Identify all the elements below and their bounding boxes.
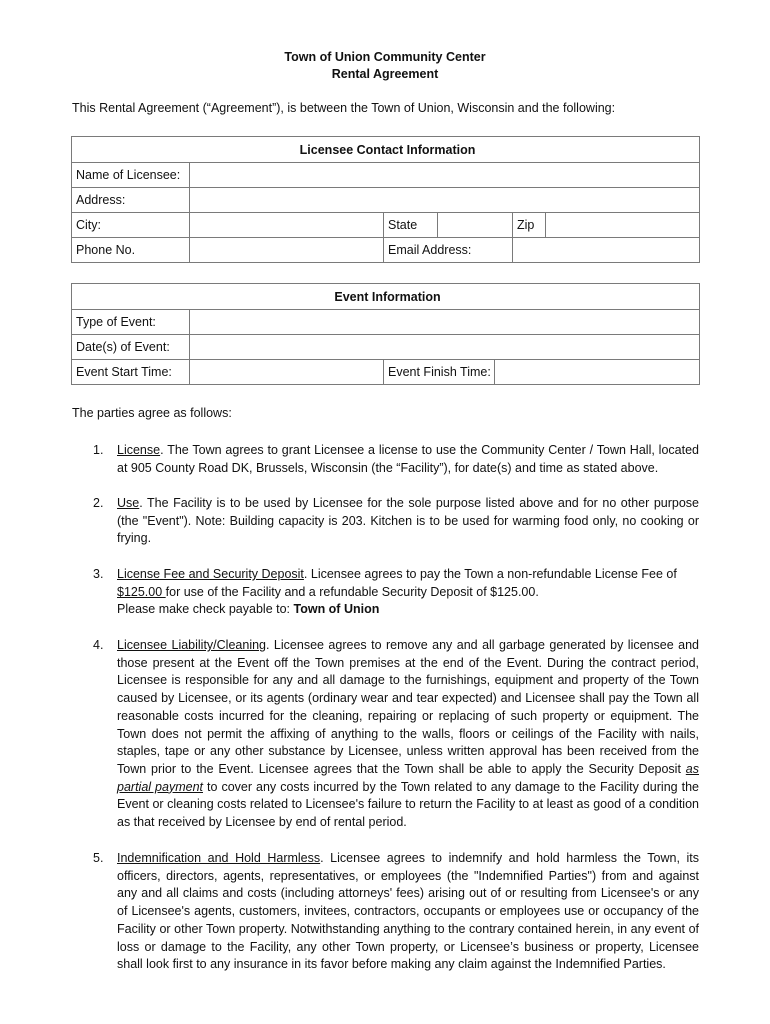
email-field[interactable]	[513, 238, 700, 263]
city-field[interactable]	[190, 213, 384, 238]
contact-table-heading: Licensee Contact Information	[72, 137, 700, 163]
event-finish-time-label: Event Finish Time:	[384, 360, 495, 385]
event-table-heading: Event Information	[72, 284, 700, 310]
name-of-licensee-label: Name of Licensee:	[72, 163, 190, 188]
clause-indemnification	[93, 850, 699, 974]
email-label: Email Address:	[384, 238, 513, 263]
clause-liability-cleaning	[93, 637, 699, 832]
clause-title: Indemnification and Hold Harmless	[117, 851, 321, 865]
event-information-table	[71, 283, 700, 385]
clause-license	[93, 442, 699, 477]
clause-use	[93, 495, 699, 548]
licensee-contact-table	[71, 136, 700, 263]
clause-text: . Licensee agrees to remove any and all garbage generated by licensee and those present at the Event off the Town premises at the end of the Event. During the contract period, Licensee is responsible for any and all damage to the furnishings, equipment and property of the Town caused by Licensee, or its agents (ordinary wear and tear expected) and Licensee shall pay the Town all reasonable costs incurred for the cleaning, repairing or replacing of such property or equipment. The Town does not permit the affixing of anything to the walls, floors or ceilings of the Facility with nails, staples, tape or any other substance by Licensee, unless written approval has been received from the Town prior to the Event. Licensee agrees that the Town shall be able to apply the Security Deposit	[117, 638, 699, 776]
clause-text: . The Facility is to be used by Licensee for the sole purpose listed above and for no other purpose (the "Event"). Note: Building capacity is 203. Kitchen is to be used for warming food only, no cooking or frying.	[117, 496, 699, 546]
name-of-licensee-field[interactable]	[190, 163, 700, 188]
clause-text: . The Town agrees to grant Licensee a license to use the Community Center / Town Hall, located at 905 County Road DK, Brussels, Wisconsin (the “Facility”), for date(s) and time as stated above.	[117, 443, 699, 475]
clause-number: 4.	[93, 638, 104, 652]
state-field[interactable]	[438, 213, 513, 238]
clause-title: License Fee and Security Deposit	[117, 567, 304, 581]
clause-number: 3.	[93, 567, 104, 581]
zip-field[interactable]	[546, 213, 700, 238]
zip-label: Zip	[513, 213, 546, 238]
intro-paragraph: This Rental Agreement (“Agreement”), is between the Town of Union, Wisconsin and the following:	[72, 101, 616, 115]
type-of-event-field[interactable]	[190, 310, 700, 335]
clause-number: 5.	[93, 851, 104, 865]
clause-text: . Licensee agrees to indemnify and hold harmless the Town, its officers, directors, agents, representatives, or employees (the "Indemnified Parties") from and against any and all claims and costs (including attorneys' fees) arising out of or resulting from Licensee's or any of Licensee's agents, customers, invitees, contractors, occupants or employees use or occupancy of the Facility or other Town property. Notwithstanding anything to the contrary contained herein, in any event of loss or damage to the Facility, any other Town property, or Licensee’s business or property, Licensee shall look first to any insurance in its favor before making any claim against the Indemnified Parties.	[117, 851, 699, 972]
clause-text: to cover any costs incurred by the Town related to any damage to the Facility during the Event or cleaning costs related to Licensee's failure to return the Facility to at least as good of a condition as that received by Licensee by end of rental period.	[117, 779, 699, 830]
clause-text: . Licensee agrees to pay the Town a non-refundable License Fee of	[303, 567, 677, 581]
document-title: Town of Union Community Center	[284, 50, 486, 64]
check-payee: Town of Union	[293, 602, 380, 617]
city-label: City:	[72, 213, 190, 238]
phone-label: Phone No.	[72, 238, 190, 263]
partial-payment-emphasis: as partial payment	[117, 761, 699, 794]
clause-title: Licensee Liability/Cleaning	[117, 638, 266, 652]
dates-of-event-label: Date(s) of Event:	[72, 335, 190, 360]
check-payable-text: Please make check payable to:	[117, 602, 294, 617]
clause-number: 1.	[93, 443, 104, 457]
clause-license-fee	[93, 566, 699, 619]
document-subtitle: Rental Agreement	[331, 67, 439, 81]
dates-of-event-field[interactable]	[190, 335, 700, 360]
parties-agree-text: The parties agree as follows:	[72, 406, 232, 420]
event-start-time-label: Event Start Time:	[72, 360, 190, 385]
clause-number: 2.	[93, 496, 104, 510]
clause-title: License	[117, 443, 161, 457]
clause-title: Use	[117, 496, 140, 510]
state-label: State	[384, 213, 438, 238]
address-field[interactable]	[190, 188, 700, 213]
phone-field[interactable]	[190, 238, 384, 263]
type-of-event-label: Type of Event:	[72, 310, 190, 335]
clause-text: for use of the Facility and a refundable Security Deposit of $125.00.	[165, 584, 539, 599]
license-fee-amount: $125.00	[117, 584, 166, 599]
address-label: Address:	[72, 188, 190, 213]
event-finish-time-field[interactable]	[495, 360, 700, 385]
event-start-time-field[interactable]	[190, 360, 384, 385]
